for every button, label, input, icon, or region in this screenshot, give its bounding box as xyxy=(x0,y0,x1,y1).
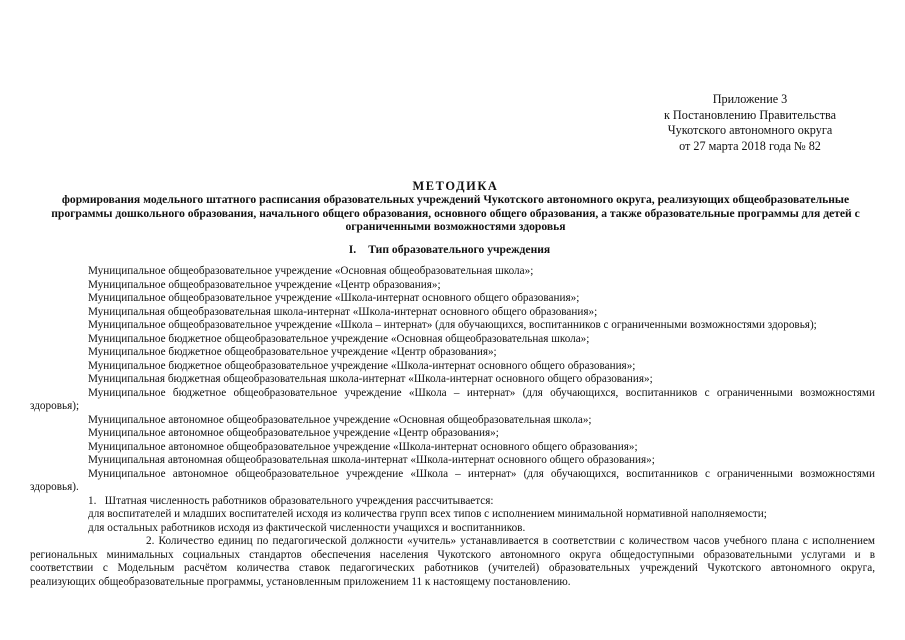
institution-item: Муниципальная автономная общеобразовательная школа-интернат «Школа-интернат основного общего образования»; xyxy=(88,454,655,466)
paragraph-1-sub: для остальных работников исходя из фактической численности учащихся и воспитанников. xyxy=(88,521,526,534)
section-number: I. xyxy=(348,243,357,256)
institution-item: Муниципальное общеобразовательное учреждение «Основная общеобразовательная школа»; xyxy=(88,265,534,277)
paragraph-line: 2. Количество единиц по педагогической должности «учитель» устанавливается в соответствии с количеством часов учебного плана с исполнением xyxy=(146,535,875,547)
institution-item: Муниципальное бюджетное общеобразовательное учреждение «Школа-интернат основного общего образования»; xyxy=(88,359,636,372)
institution-item: Муниципальное автономное общеобразовательное учреждение «Школа-интернат основного общего образования»; xyxy=(88,440,638,453)
title-line: ограниченными возможностями здоровья xyxy=(345,220,566,234)
paragraph-line: региональных минимальных социальных стандартов обеспечения населения Чукотского автономного округа общедоступными образовательными услугами и в xyxy=(30,548,875,561)
title-line: формирования модельного штатного расписания образовательных учреждений Чукотского автономного округа, реализующих общеобразовательные xyxy=(61,193,850,206)
institution-item: Муниципальное бюджетное общеобразовательное учреждение «Основная общеобразовательная школа»; xyxy=(88,332,590,345)
appendix-header xyxy=(620,92,880,154)
institution-item: Муниципальное общеобразовательное учреждение «Центр образования»; xyxy=(88,278,441,291)
paragraph-2 xyxy=(30,535,875,589)
institution-line: здоровья). xyxy=(30,481,79,493)
institution-item: Муниципальное бюджетное общеобразовательное учреждение «Центр образования»; xyxy=(88,346,497,358)
appendix-number: Приложение 3 xyxy=(712,92,788,106)
institution-item: Муниципальное общеобразовательное учреждение «Школа – интернат» (для обучающихся, воспитанников с ограниченными возможностями здоровья); xyxy=(88,319,817,331)
institution-item xyxy=(30,468,875,495)
title-main: МЕТОДИКА xyxy=(412,179,499,193)
paragraph-line: реализующих общеобразовательные программы, установленным приложением 11 к настоящему постановлению. xyxy=(30,575,571,588)
institution-item: Муниципальное автономное общеобразовательное учреждение «Основная общеобразовательная школа»; xyxy=(88,413,592,426)
institution-item: Муниципальная общеобразовательная школа-интернат «Школа-интернат основного общего образования»; xyxy=(88,305,598,318)
appendix-date: от 27 марта 2018 года № 82 xyxy=(679,138,821,153)
document-title xyxy=(28,179,883,234)
paragraph-text: Штатная численность работников образовательного учреждения рассчитывается: xyxy=(104,494,494,507)
institution-line: Муниципальное автономное общеобразовательное учреждение «Школа – интернат» (для обучающихся, воспитанников с ограниченными возможностями xyxy=(88,467,875,480)
section-title: Тип образовательного учреждения xyxy=(368,243,551,256)
paragraph-number: 1. xyxy=(88,494,97,507)
paragraph-line: соответствии с Модельным расчётом количества ставок педагогических работников (учителей) образовательных учреждений Чукотского автономного округа, xyxy=(30,562,875,574)
institution-item: Муниципальное автономное общеобразовательное учреждение «Центр образования»; xyxy=(88,427,499,439)
appendix-region: Чукотского автономного округа xyxy=(667,123,833,137)
institution-item xyxy=(30,387,875,414)
appendix-ref: к Постановлению Правительства xyxy=(663,107,837,122)
institution-line: здоровья); xyxy=(30,400,80,412)
paragraph-1 xyxy=(30,495,875,509)
institution-item: Муниципальное общеобразовательное учреждение «Школа-интернат основного общего образования»; xyxy=(88,292,580,304)
paragraph-1-sub: для воспитателей и младших воспитателей исходя из количества групп всех типов с исполнением минимальной нормативной наполняемости; xyxy=(88,508,767,520)
institution-line: Муниципальное бюджетное общеобразовательное учреждение «Школа – интернат» (для обучающихся, воспитанников с ограниченными возможностями xyxy=(88,386,875,399)
title-line: программы дошкольного образования, начального общего образования, основного общего образования, а также образовательные программы для детей с xyxy=(51,206,860,220)
document-body xyxy=(30,265,875,589)
section-heading xyxy=(28,243,883,257)
institution-item: Муниципальная бюджетная общеобразовательная школа-интернат «Школа-интернат основного общего образования»; xyxy=(88,373,653,385)
